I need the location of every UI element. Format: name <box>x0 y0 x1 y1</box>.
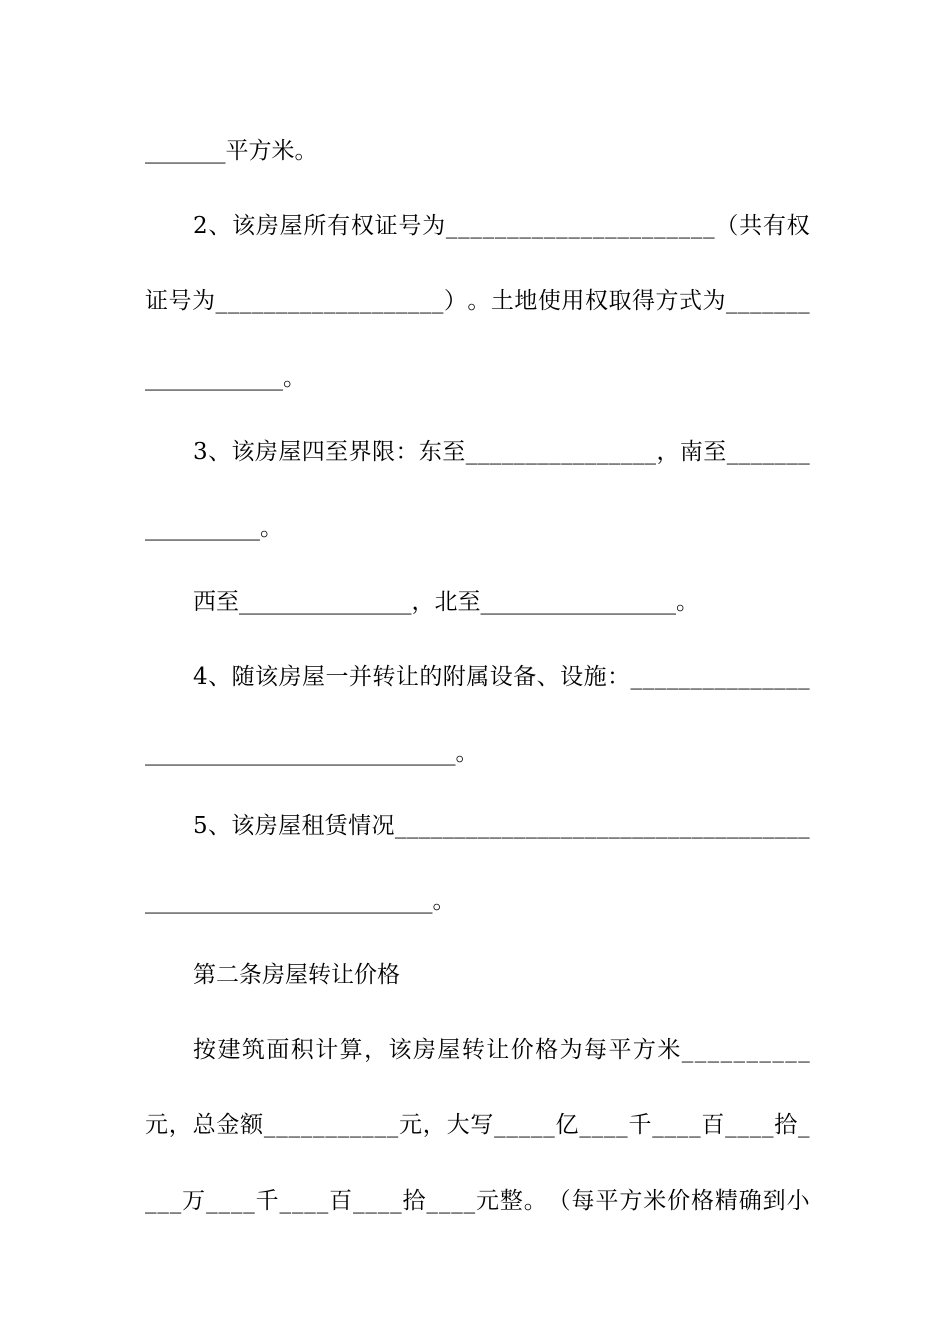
text-line-5: 3 、 该 房 屋 四 至 界 限 ： 东 至 _ _ _ _ _ _ _ _ _ _ _ _ _ _ _ _ ， 南 至 _ _ _ _ _ _ _ <box>193 439 810 465</box>
text-line-10: 5 、 该 房 屋 租 赁 情 况 _ _ _ _ _ _ _ _ _ _ _ _ _ _ _ _ _ _ _ _ _ _ _ _ _ _ _ _ _ _ _ _ _ _ _ <box>193 813 810 839</box>
text-line-4: ____________。 <box>145 365 306 391</box>
text-line-9: ___________________________。 <box>145 740 479 766</box>
text-line-3: 证 号 为 _ _ _ _ _ _ _ _ _ _ _ _ _ _ _ _ _ _ _ ） 。 土 地 使 用 权 取 得 方 式 为 _ _ _ _ _ _ _ <box>145 288 810 314</box>
text-line-1: _______平方米。 <box>145 138 318 164</box>
text-line-6: __________。 <box>145 515 283 541</box>
text-line-11: _________________________。 <box>145 888 456 914</box>
section-heading: 第二条房屋转让价格 <box>193 962 400 988</box>
text-line-7: 西至_______________，北至_________________。 <box>193 589 699 615</box>
text-line-14: 元 ， 总 金 额 _ _ _ _ _ _ _ _ _ _ _ 元 ， 大 写 _ _ _ _ _ 亿 _ _ _ _ 千 _ _ _ _ 百 _ _ _ _ 拾 _ <box>145 1112 810 1138</box>
text-line-2: 2 、 该 房 屋 所 有 权 证 号 为 _ _ _ _ _ _ _ _ _ _ _ _ _ _ _ _ _ _ _ _ _ _ （ 共 有 权 <box>193 213 810 239</box>
text-line-15: _ _ _ 万 _ _ _ _ 千 _ _ _ _ 百 _ _ _ _ 拾 _ _ _ _ 元 整 。 （ 每 平 方 米 价 格 精 确 到 小 <box>145 1188 810 1214</box>
text-line-8: 4 、 随 该 房 屋 一 并 转 让 的 附 属 设 备 、 设 施 ： _ _ _ _ _ _ _ _ _ _ _ _ _ _ _ <box>193 664 810 690</box>
text-line-13: 按 建 筑 面 积 计 算 ， 该 房 屋 转 让 价 格 为 每 平 方 米 _ _ _ _ _ _ _ _ _ _ <box>193 1037 810 1063</box>
